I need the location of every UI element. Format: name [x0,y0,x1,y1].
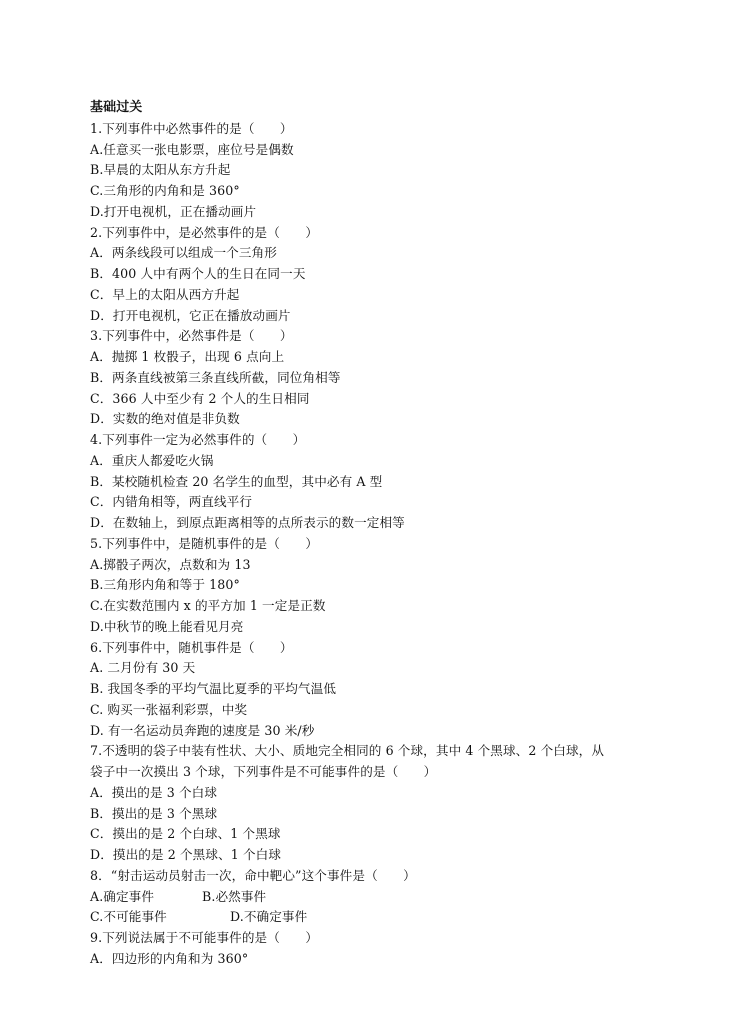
option-d: D．摸出的是 2 个黑球、1 个白球 [90,847,282,862]
question-stem: 5.下列事件中，是随机事件的是（ ） [90,535,319,551]
option-a: A.掷骰子两次，点数和为 13 [90,556,251,572]
option-c: C．366 人中至少有 2 个人的生日相同 [90,390,310,406]
option-a: A．重庆人都爱吃火锅 [90,452,214,468]
option-d: D.不确定事件 [230,909,308,925]
section-title: 基础过关 [90,100,143,115]
option-a: A．摸出的是 3 个白球 [90,784,218,800]
option-row-ab [90,887,690,908]
question-2 [90,223,690,327]
option-a: A．抛掷 1 枚骰子，出现 6 点向上 [90,349,285,364]
option-a: A. 二月份有 30 天 [90,660,196,676]
question-4 [90,430,690,534]
option-d: D.打开电视机，正在播动画片 [90,203,257,219]
option-c: C.三角形的内角和是 360° [90,183,240,198]
question-9 [90,928,690,970]
option-d: D. 有一名运动员奔跑的速度是 30 米/秒 [90,722,315,738]
question-stem: 9.下列说法属于不可能事件的是（ ） [90,930,319,945]
question-stem: 2.下列事件中，是必然事件的是（ ） [90,224,319,240]
option-a: A.确定事件 [90,888,155,904]
option-b: B．400 人中有两个人的生日在同一天 [90,266,306,281]
option-a: A．四边形的内角和为 360° [90,950,249,966]
document-page [90,98,690,970]
option-d: D．打开电视机，它正在播放动画片 [90,307,291,323]
option-c: C．早上的太阳从西方升起 [90,286,240,302]
question-stem-line-1: 7.不透明的袋子中装有性状、大小、质地完全相同的 6 个球，其中 4 个黑球、2 个白球，从 [90,743,605,759]
option-c: C.不可能事件 [90,909,167,925]
option-c: C.在实数范围内 x 的平方加 1 一定是正数 [90,598,326,613]
question-stem: 4.下列事件一定为必然事件的（ ） [90,432,306,447]
option-d: D．在数轴上，到原点距离相等的点所表示的数一定相等 [90,515,405,530]
question-5 [90,534,690,638]
option-d: D．实数的绝对值是非负数 [90,411,240,427]
question-stem: 6.下列事件中，随机事件是（ ） [90,639,293,655]
option-b: B.三角形内角和等于 180° [90,577,240,593]
question-8 [90,866,690,928]
option-c: C．内错角相等，两直线平行 [90,494,253,510]
option-a: A.任意买一张电影票，座位号是偶数 [90,141,294,157]
option-row-cd [90,907,690,928]
option-b: B.必然事件 [202,888,267,904]
question-1 [90,119,690,223]
option-d: D.中秋节的晚上能看见月亮 [90,618,244,634]
option-c: C. 购买一张福利彩票，中奖 [90,701,248,717]
option-b: B．某校随机检查 20 名学生的血型，其中必有 A 型 [90,473,383,489]
option-b: B．摸出的是 3 个黑球 [90,805,218,821]
option-b: B．两条直线被第三条直线所截，同位角相等 [90,369,341,385]
option-a: A．两条线段可以组成一个三角形 [90,245,277,261]
option-b: B. 我国冬季的平均气温比夏季的平均气温低 [90,681,337,696]
question-stem-line-2: 袋子中一次摸出 3 个球，下列事件是不可能事件的是（ ） [90,764,437,779]
question-stem: 8．“射击运动员射击一次，命中靶心”这个事件是（ ） [90,867,416,883]
question-stem: 1.下列事件中必然事件的是（ ） [90,120,293,136]
option-c: C．摸出的是 2 个白球、1 个黑球 [90,826,281,842]
question-stem: 3.下列事件中，必然事件是（ ） [90,328,293,344]
option-b: B.早晨的太阳从东方升起 [90,162,231,178]
question-7 [90,741,690,866]
question-6 [90,638,690,742]
question-3 [90,326,690,430]
